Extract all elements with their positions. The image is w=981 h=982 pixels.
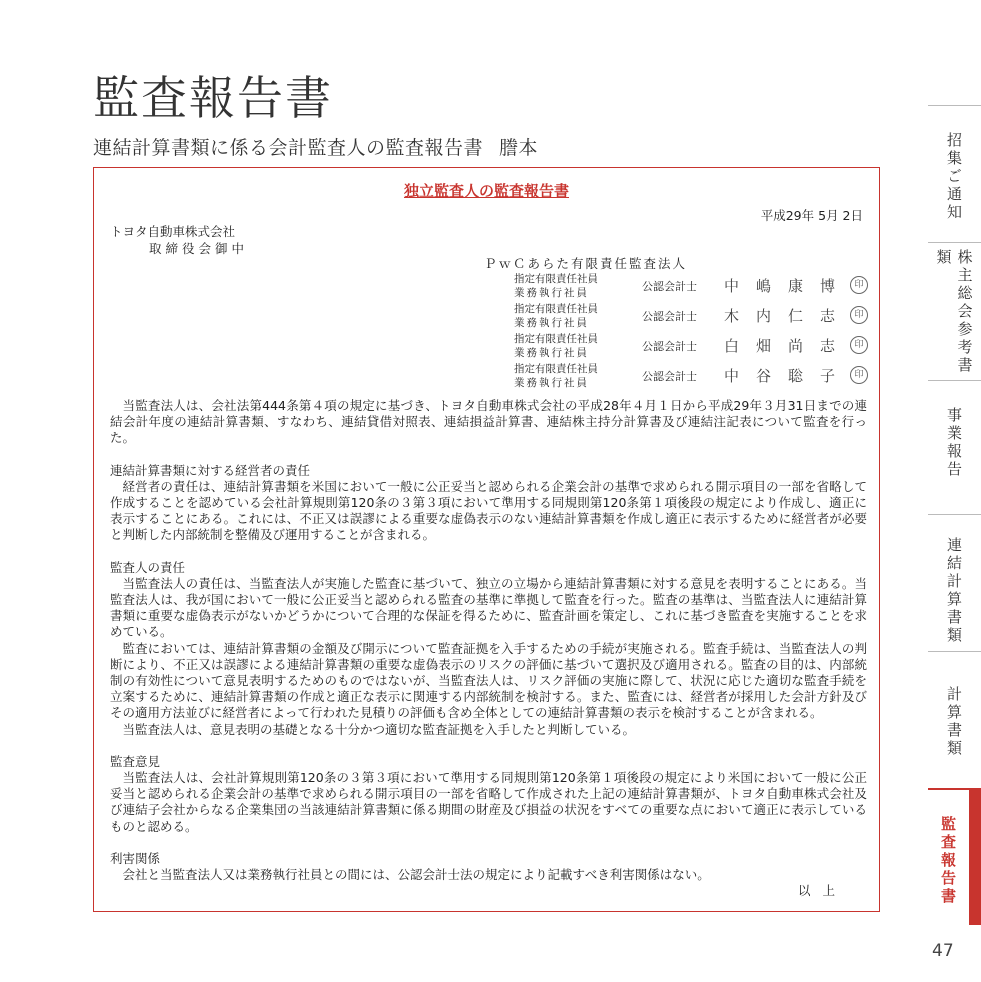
nav-item-financial-statements[interactable]: [928, 651, 981, 788]
page-number: 47: [932, 941, 954, 961]
nav-item-business-report[interactable]: [928, 380, 981, 514]
management-responsibility-heading: 連結計算書類に対する経営者の責任: [110, 462, 311, 478]
page-title: 監査報告書: [93, 71, 333, 125]
nav-item-label: 事業報告: [945, 407, 963, 479]
signer-role-line2: 業務執行社員: [514, 317, 589, 329]
nav-item-label: 連結計算書類: [945, 537, 963, 645]
nav-item-label: 監査報告書: [939, 816, 957, 906]
addressee: トヨタ自動車株式会社: [110, 224, 236, 239]
auditor-procedures-text: 監査においては、連結計算書類の金額及び開示について監査証拠を入手するための手続が実施される。監査手続は、当監査法人の判断により、不正又は誤謬による連結計算書類の重要な虚偽表示のリスクの評価に基づいて選択及び適用される。監査の目的は、内部統制の有効性について意見表明するためのものではないが、当監査法人は、リスク評価の実施に際して、状況に応じた適切な監査手続を立案するために、連結計算書類の作成と適正な表示に関連する内部統制を検討する。また、監査には、経営者が採用した会計方針及びその適用方法並びに経営者によって行われた見積りの評価も含め全体としての連結計算書類の表示を検討することが含まれる。: [110, 640, 867, 721]
signer-row: [514, 362, 874, 392]
signer-name: 木内仁志: [724, 307, 853, 325]
signer-row: [514, 272, 874, 302]
nav-item-consolidated-statements[interactable]: [928, 514, 981, 651]
signer-name: 白畑尚志: [724, 337, 853, 355]
signer-role-line1: 指定有限責任社員: [514, 303, 598, 315]
management-responsibility-text: 経営者の責任は、連結計算書類を米国において一般に公正妥当と認められる企業会計の基準で求められる開示項目の一部を省略して作成することを認めている会社計算規則第120条の３第３項において準用する同規則第120条第１項後段の規定により作成し、適正に表示することにある。これには、不正又は誤謬による重要な虚偽表示のない連結計算書類を作成し適正に表示するために経営者が必要と判断した内部統制を整備及び運用することが含まれる。: [110, 478, 867, 543]
intro-paragraph: 当監査法人は、会社法第444条第４項の規定に基づき、トヨタ自動車株式会社の平成28年４月１日から平成29年３月31日までの連結会計年度の連結計算書類、すなわち、連結貸借対照表、連結損益計算書、連結株主持分計算書及び連結注記表について監査を行った。: [110, 398, 867, 446]
closing-mark: 以上: [797, 883, 847, 898]
auditor-responsibility-text: 当監査法人の責任は、当監査法人が実施した監査に基づいて、独立の立場から連結計算書類に対する意見を表明することにある。当監査法人は、我が国において一般に公正妥当と認められる監査の基準に準拠して監査を行った。監査の基準は、当監査法人に連結計算書類に重要な虚偽表示がないかどうかについて合理的な保証を得るために、監査計画を策定し、これに基づき監査を実施することを求めている。: [110, 575, 867, 640]
signer-row: [514, 332, 874, 362]
audit-opinion-heading: 監査意見: [110, 753, 161, 769]
signer-name: 中嶋康博: [724, 277, 853, 295]
addressee-board: 取締役会御中: [149, 241, 249, 256]
audit-report-box: [93, 167, 880, 912]
signer-role-line1: 指定有限責任社員: [514, 363, 598, 375]
nav-item-audit-report[interactable]: [928, 788, 981, 925]
report-body: [110, 398, 867, 883]
signer-row: [514, 302, 874, 332]
audit-opinion-text: 当監査法人は、会社計算規則第120条の３第３項において準用する同規則第120条第１項後段の規定により米国において一般に公正妥当と認められる企業会計の基準で求められる開示項目の一部を省略して作成された上記の連結計算書類が、トヨタ自動車株式会社及び連結子会社からなる企業集団の当該連結計算書類に係る期間の財産及び損益の状況をすべての重要な点において適正に表示しているものと認める。: [110, 770, 867, 834]
side-nav: [928, 105, 981, 925]
signer-qualification: 公認会計士: [642, 280, 697, 293]
conflict-of-interest-text: 会社と当監査法人又は業務執行社員との間には、公認会計士法の規定により記載すべき利害関係はない。: [122, 867, 710, 883]
signer-qualification: 公認会計士: [642, 340, 697, 353]
signer-name: 中谷聡子: [724, 367, 853, 385]
seal-icon: 印: [850, 366, 868, 384]
seal-icon: 印: [850, 276, 868, 294]
seal-icon: 印: [850, 306, 868, 324]
signer-qualification: 公認会計士: [642, 310, 697, 323]
signer-role: [514, 362, 614, 390]
conflict-of-interest-heading: 利害関係: [110, 850, 161, 866]
report-title: 独立監査人の監査報告書: [403, 182, 569, 200]
nav-item-label: 株主総会参考書類: [934, 249, 974, 375]
section-heading-text: 連結計算書類に係る会計監査人の監査報告書: [93, 137, 484, 159]
signer-role: [514, 302, 614, 330]
auditor-evidence-text: 当監査法人は、意見表明の基礎となる十分かつ適切な監査証拠を入手したと判断している。: [122, 721, 636, 737]
audit-firm-name: ＰｗＣあらた有限責任監査法人: [484, 256, 688, 271]
signer-role-line1: 指定有限責任社員: [514, 333, 598, 345]
auditor-responsibility-heading: 監査人の責任: [110, 559, 186, 575]
signer-qualification: 公認会計士: [642, 370, 697, 383]
seal-icon: 印: [850, 336, 868, 354]
signer-list: [514, 272, 874, 392]
signer-role: [514, 332, 614, 360]
nav-item-shareholders-reference[interactable]: [928, 242, 981, 380]
report-date: 平成29年 5月 2日: [760, 208, 863, 223]
section-heading: [93, 133, 538, 160]
nav-item-label: 計算書類: [945, 686, 963, 758]
nav-item-label: 招集ご通知: [945, 132, 963, 222]
nav-item-notice[interactable]: [928, 105, 981, 242]
signer-role-line1: 指定有限責任社員: [514, 273, 598, 285]
signer-role: [514, 272, 614, 300]
signer-role-line2: 業務執行社員: [514, 347, 589, 359]
signer-role-line2: 業務執行社員: [514, 287, 589, 299]
copy-label: 謄本: [499, 137, 539, 159]
signer-role-line2: 業務執行社員: [514, 377, 589, 389]
